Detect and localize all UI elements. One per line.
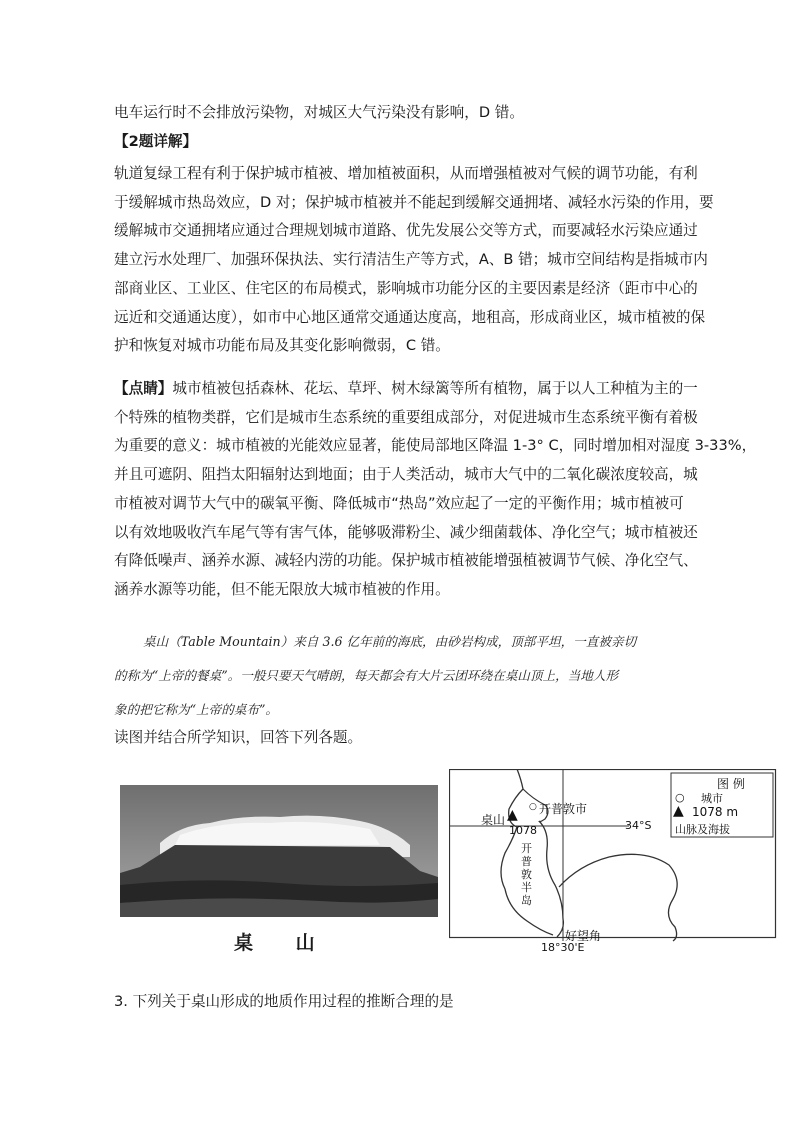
peninsula-char: 半 <box>521 881 532 894</box>
text-line: 桌山（Table Mountain）来自 3.6 亿年前的海底，由砂岩构成，顶部平坦，一直被亲切 <box>143 634 637 649</box>
mountain-elevation: 1078 <box>509 824 537 837</box>
legend-city-symbol: ○ <box>675 791 685 804</box>
peninsula-label <box>521 842 532 907</box>
legend-city-label: 城市 <box>701 792 723 805</box>
text-line: 市植被对调节大气中的碳氧平衡、降低城市“热岛”效应起了一定的平衡作用；城市植被可 <box>114 494 684 512</box>
text-line: 涵养水源等功能，但不能无限放大城市植被的作用。 <box>114 580 450 598</box>
text-line: 于缓解城市热岛效应，D 对；保护城市植被并不能起到缓解交通拥堵、减轻水污染的作用，要 <box>114 193 714 211</box>
text-line: 电车运行时不会排放污染物，对城区大气污染没有影响，D 错。 <box>114 104 524 121</box>
instruction: 读图并结合所学知识，回答下列各题。 <box>114 729 363 746</box>
mountain-peak-icon: ▲ <box>507 807 518 823</box>
key-point-paragraph <box>114 375 757 605</box>
text-line: 建立污水处理厂、加强环保执法、实行清洁生产等方式，A、B 错；城市空间结构是指城市内 <box>114 251 708 269</box>
city-symbol: ○ <box>529 802 537 812</box>
text-line: 缓解城市交通拥堵应通过合理规划城市道路、优先发展公交等方式，而要减轻水污染应通过 <box>114 222 698 240</box>
text-line: 并且可遮阴、阻挡太阳辐射达到地面；由于人类活动，城市大气中的二氧化碳浓度较高，城 <box>114 466 698 484</box>
peninsula-char: 开 <box>521 842 532 855</box>
legend-peak-label: 山脉及海拔 <box>675 823 730 836</box>
text-line: 个特殊的植物类群，它们是城市生态系统的重要组成部分，对促进城市生态系统平衡有着极 <box>114 408 698 426</box>
text-line: 有降低噪声、涵养水源、减轻内涝的功能。保护城市植被能增强植被调节气候、净化空气、 <box>114 552 698 570</box>
text-line: 的称为“上帝的餐桌”。一般只要天气晴朗，每天都会有大片云团环绕在桌山顶上，当地人形 <box>114 668 619 683</box>
text-line: 象的把它称为“上帝的桌布”。 <box>114 702 279 717</box>
map-drawing <box>449 769 779 953</box>
photo-illustration <box>120 785 438 917</box>
table-mountain-intro <box>114 625 686 727</box>
text-line: 护和恢复对城市功能布局及其变化影响微弱，C 错。 <box>114 337 450 355</box>
peninsula-char: 敦 <box>521 868 532 881</box>
peninsula-char: 普 <box>521 855 532 868</box>
answer-continuation <box>114 99 686 128</box>
longitude-label: 18°30'E <box>541 941 585 954</box>
text-line: 部商业区、工业区、住宅区的布局模式，影响城市功能分区的主要因素是经济（距市中心的 <box>114 279 698 297</box>
cape-peninsula-map <box>449 769 779 953</box>
text-line: 以有效地吸收汽车尾气等有害气体，能够吸滞粉尘、减少细菌载体、净化空气；城市植被还 <box>114 523 698 541</box>
text-line: 远近和交通通达度），如市中心地区通常交通通达度高，地租高，形成商业区，城市植被的保 <box>114 308 706 326</box>
city-name: 开普敦市 <box>539 802 588 816</box>
cape-name: 好望角 <box>565 929 602 943</box>
key-point-label: 【点睛】 <box>114 380 173 397</box>
peninsula-char: 岛 <box>521 894 532 907</box>
legend-peak-symbol: ▲ <box>673 803 684 819</box>
photo-caption: 桌 山 <box>234 932 333 954</box>
table-mountain-photo <box>120 785 438 917</box>
mountain-name: 桌山 <box>481 813 506 827</box>
text-line: 为重要的意义：城市植被的光能效应显著，能使局部地区降温 1-3° C，同时增加相对湿度 3-33%， <box>114 437 757 455</box>
question-2-explanation <box>114 160 714 361</box>
key-point-first-line: 城市植被包括森林、花坛、草坪、树木绿篱等所有植物，属于以人工种植为主的一 <box>172 380 698 397</box>
question-3-stem: 3. 下列关于桌山形成的地质作用过程的推断合理的是 <box>114 993 454 1010</box>
latitude-label: 34°S <box>625 819 652 832</box>
legend-title: 图 例 <box>717 777 745 791</box>
text-line <box>114 375 698 404</box>
text-line: 轨道复绿工程有利于保护城市植被、增加植被面积，从而增强植被对气候的调节功能，有利 <box>114 165 698 182</box>
question-2-explanation-heading: 【2题详解】 <box>114 133 198 150</box>
legend-peak-value: 1078 m <box>692 805 739 819</box>
